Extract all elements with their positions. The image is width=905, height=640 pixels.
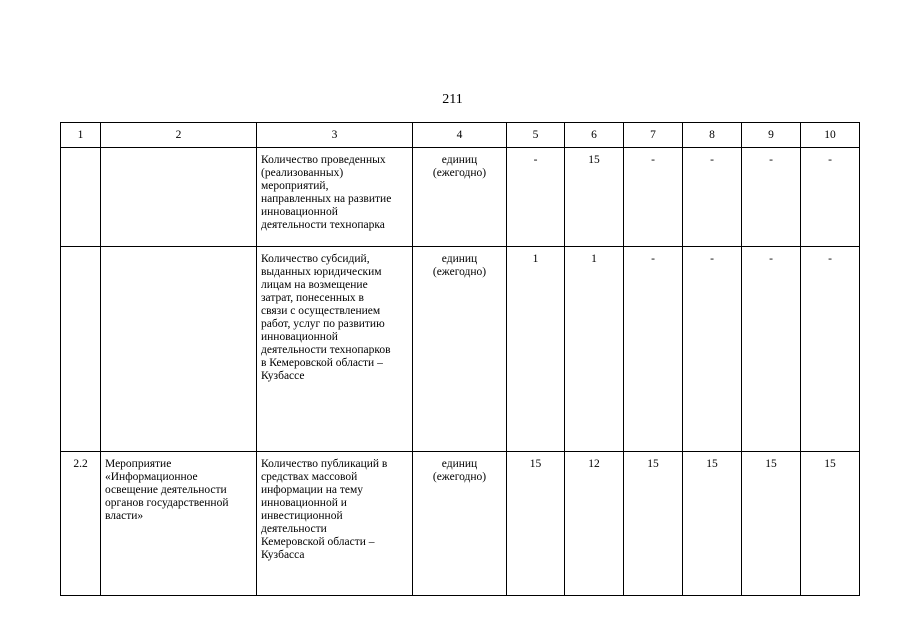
indicator-cell: [257, 148, 413, 247]
measure-name: Мероприятие «Информационное освещение деятельности органов государственной власти»: [105, 458, 229, 522]
row-number: [61, 148, 100, 158]
header-cell: 8: [683, 123, 742, 148]
value-cell: [683, 247, 742, 452]
table-header-row: [61, 123, 860, 148]
header-cell: 9: [742, 123, 801, 148]
value: -: [533, 154, 538, 166]
indicator-text: Количество публикаций в средствах массовой информации на тему инновационной и инвестиционной деятельности Кемеровской области – Кузбасса: [261, 458, 388, 561]
value-cell: [507, 247, 565, 452]
header-cell: 7: [624, 123, 683, 148]
row-number: [61, 247, 100, 257]
unit-text: единиц (ежегодно): [432, 253, 487, 278]
row-number-cell: [61, 148, 101, 247]
measure-name: [101, 148, 256, 158]
header-cell: 2: [101, 123, 257, 148]
unit-cell: [413, 452, 507, 596]
value-cell: [683, 452, 742, 596]
value: -: [710, 253, 714, 265]
value: 1: [591, 253, 597, 265]
header-cell: 1: [61, 123, 101, 148]
value: -: [828, 253, 832, 265]
header-cell: 3: [257, 123, 413, 148]
page-number: 211: [442, 92, 463, 107]
value-cell: [507, 452, 565, 596]
value: -: [710, 154, 714, 166]
value-cell: [801, 452, 860, 596]
row-number-cell: [61, 452, 101, 596]
value-cell: [565, 148, 624, 247]
value-cell: [742, 148, 801, 247]
value-cell: [565, 452, 624, 596]
measure-name-cell: [101, 148, 257, 247]
unit-cell: [413, 247, 507, 452]
header-cell: 10: [801, 123, 860, 148]
value-cell: [801, 148, 860, 247]
table-row: [61, 148, 860, 247]
value: 1: [532, 253, 539, 265]
indicators-table: [60, 122, 860, 596]
header-cell: 5: [507, 123, 565, 148]
unit-text: единиц (ежегодно): [432, 154, 487, 179]
header-cell: 6: [565, 123, 624, 148]
indicator-text: Количество субсидий, выданных юридическим лицам на возмещение затрат, понесенных в связи с осуществлением работ, услуг по развитию инновационной деятельности технопарков в Кемеровской области – Кузбассе: [261, 253, 391, 382]
indicator-cell: [257, 452, 413, 596]
unit-cell: [413, 148, 507, 247]
value-cell: [742, 247, 801, 452]
value-cell: [801, 247, 860, 452]
table-row: [61, 452, 860, 596]
value: 15: [647, 458, 659, 470]
value-cell: [624, 148, 683, 247]
measure-name-cell: [101, 247, 257, 452]
value-cell: [565, 247, 624, 452]
value: -: [651, 253, 655, 265]
row-number: 2.2: [73, 458, 88, 470]
unit-text: единиц (ежегодно): [432, 458, 487, 483]
value-cell: [507, 148, 565, 247]
value: 15: [824, 458, 836, 470]
measure-name: [101, 247, 256, 257]
header-cell: 4: [413, 123, 507, 148]
value: -: [651, 154, 655, 166]
value: -: [769, 253, 773, 265]
value: 15: [765, 458, 777, 470]
value: -: [769, 154, 773, 166]
table-row: [61, 247, 860, 452]
measure-name-cell: [101, 452, 257, 596]
value: 15: [706, 458, 718, 470]
value-cell: [624, 247, 683, 452]
value: 15: [588, 154, 600, 166]
indicator-text: Количество проведенных (реализованных) мероприятий, направленных на развитие инновационной деятельности технопарка: [261, 154, 392, 231]
value: 15: [529, 458, 542, 470]
value-cell: [624, 452, 683, 596]
indicator-cell: [257, 247, 413, 452]
value: 12: [588, 458, 600, 470]
row-number-cell: [61, 247, 101, 452]
value: -: [828, 154, 832, 166]
value-cell: [742, 452, 801, 596]
value-cell: [683, 148, 742, 247]
